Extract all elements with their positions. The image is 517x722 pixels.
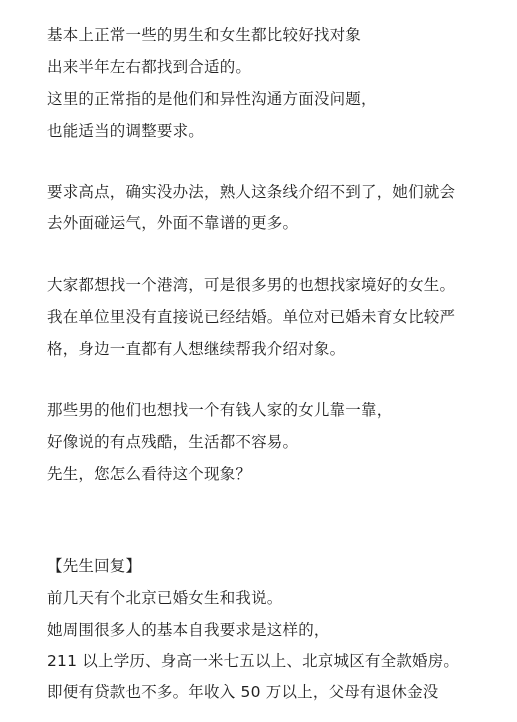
text-line: 她周围很多人的基本自我要求是这样的， — [47, 621, 330, 639]
text-line: 基本上正常一些的男生和女生都比较好找对象 — [47, 26, 362, 44]
text-line: 格，身边一直都有人想继续帮我介绍对象。 — [47, 340, 346, 358]
text-line: 我在单位里没有直接说已经结婚。单位对已婚未育女比较严 — [47, 308, 456, 326]
text-line: 出来半年左右都找到合适的。 — [47, 58, 252, 76]
text-line: 大家都想找一个港湾，可是很多男的也想找家境好的女生。 — [47, 276, 456, 294]
text-line: 也能适当的调整要求。 — [47, 122, 205, 140]
text-line: 211 以上学历、身高一米七五以上、北京城区有全款婚房。 — [47, 652, 460, 670]
text-line: 先生，您怎么看待这个现象？ — [47, 465, 252, 483]
reply-heading: 【先生回复】 — [47, 557, 142, 575]
text-line: 那些男的他们也想找一个有钱人家的女儿靠一靠， — [47, 401, 393, 419]
text-line: 好像说的有点残酷，生活都不容易。 — [47, 433, 299, 451]
text-line: 去外面碰运气，外面不靠谱的更多。 — [47, 214, 299, 232]
text-line: 即便有贷款也不多。年收入 50 万以上，父母有退休金没 — [47, 683, 439, 701]
text-line: 要求高点，确实没办法，熟人这条线介绍不到了，她们就会 — [47, 183, 456, 201]
text-line: 这里的正常指的是他们和异性沟通方面没问题， — [47, 90, 377, 108]
text-line: 前几天有个北京已婚女生和我说。 — [47, 589, 283, 607]
